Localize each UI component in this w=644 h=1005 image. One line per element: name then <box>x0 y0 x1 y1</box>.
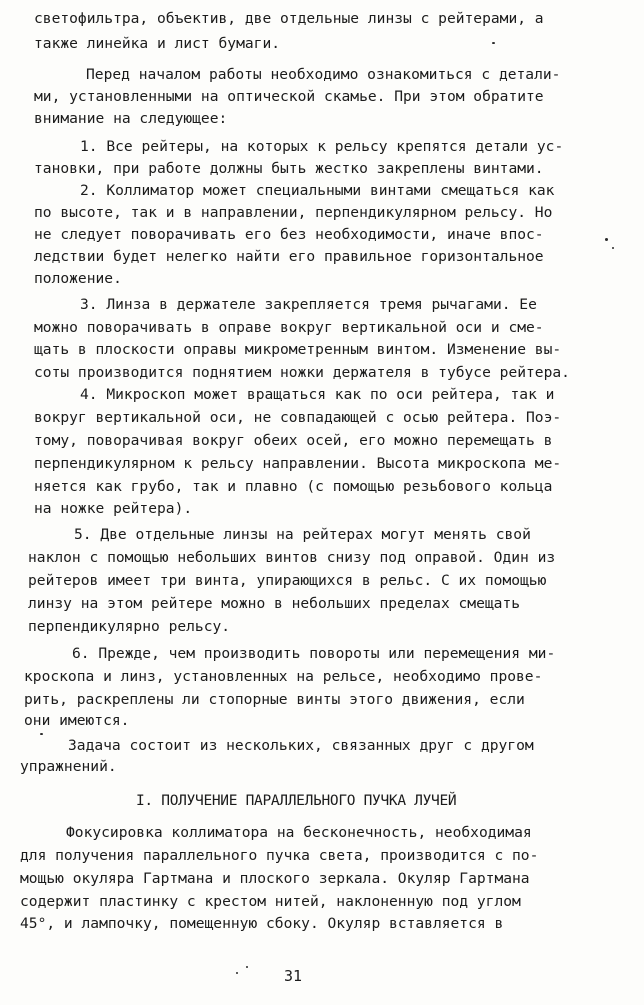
text-line: щать в плоскости оправы микрометренным винтом. Изменение вы- <box>34 341 562 358</box>
text-line: 6. Прежде, чем производить повороты или перемещения ми- <box>72 645 556 662</box>
scan-speck <box>236 972 238 974</box>
scan-speck <box>492 42 495 44</box>
text-line: няется как грубо, так и плавно (с помощью резьбового кольца <box>34 478 553 495</box>
section-heading: I. ПОЛУЧЕНИЕ ПАРАЛЛЕЛЬНОГО ПУЧКА ЛУЧЕЙ <box>136 793 457 809</box>
text-line: линзу на этом рейтере можно в небольших пределах смещать <box>28 595 521 612</box>
text-line: ледствии будет нелегко найти его правильное горизонтальное <box>34 248 544 265</box>
text-line: на ножке рейтера). <box>34 500 193 517</box>
text-line: 2. Коллиматор может специальными винтами смещаться как <box>80 182 555 199</box>
text-line: перпендикулярно рельсу. <box>28 618 231 635</box>
text-line: тановки, при работе должны быть жестко закреплены винтами. <box>34 160 544 177</box>
text-line: Фокусировка коллиматора на бесконечность, необходимая <box>66 824 532 841</box>
text-line: по высоте, так и в направлении, перпендикулярном рельсу. Но <box>34 204 553 221</box>
text-line: содержит пластинку с крестом нитей, наклоненную под углом <box>20 893 521 910</box>
text-line: Задача состоит из нескольких, связанных друг с другом <box>68 737 534 754</box>
text-line: светофильтра, объектив, две отдельные линзы с рейтерами, а <box>34 10 544 27</box>
text-line: Перед началом работы необходимо ознакомиться с детали- <box>86 66 561 83</box>
scan-speck <box>605 238 608 241</box>
text-line: также линейка и лист бумаги. <box>34 35 281 52</box>
text-line: 45°, и лампочку, помещенную сбоку. Окуляр вставляется в <box>20 915 504 932</box>
text-line: соты производится поднятием ножки держателя в тубусе рейтера. <box>34 364 570 381</box>
text-line: упражнений. <box>20 758 117 775</box>
text-line: 4. Микроскоп может вращаться как по оси рейтера, так и <box>80 386 555 403</box>
text-line: тому, поворачивая вокруг обеих осей, его можно перемещать в <box>34 432 553 449</box>
text-line: внимание на следующее: <box>34 110 228 127</box>
text-line: мощью окуляра Гартмана и плоского зеркала. Окуляр Гартмана <box>20 870 530 887</box>
scan-speck <box>246 966 248 968</box>
text-line: рейтеров имеет три винта, упирающихся в рельс. С их помощью <box>28 572 547 589</box>
scan-speck <box>40 733 43 735</box>
text-line: рить, раскреплены ли стопорные винты этого движения, если <box>24 691 525 708</box>
text-line: не следует поворачивать его без необходимости, иначе впос- <box>34 226 544 243</box>
text-line: можно поворачивать в оправе вокруг вертикальной оси и сме- <box>34 319 544 336</box>
text-line: 1. Все рейтеры, на которых к рельсу крепятся детали ус- <box>80 138 564 155</box>
scan-speck <box>612 247 614 249</box>
text-line: наклон с помощью небольших винтов снизу под оправой. Один из <box>28 549 556 566</box>
text-line: перпендикулярном к рельсу направлении. Высота микроскопа ме- <box>34 455 562 472</box>
text-line: 5. Две отдельные линзы на рейтерах могут менять свой <box>74 526 531 543</box>
text-line: вокруг вертикальной оси, не совпадающей с осью рейтера. Поэ- <box>34 409 562 426</box>
text-line: кроскопа и линз, установленных на рельсе, необходимо прове- <box>24 668 543 685</box>
text-line: ми, установленными на оптической скамье. При этом обратите <box>34 88 544 105</box>
text-line: положение. <box>34 270 122 287</box>
page-number: 31 <box>284 967 303 985</box>
text-line: 3. Линза в держателе закрепляется тремя рычагами. Ее <box>80 296 537 313</box>
text-line: для получения параллельного пучка света, производится с по- <box>20 847 539 864</box>
text-line: они имеются. <box>24 712 130 729</box>
